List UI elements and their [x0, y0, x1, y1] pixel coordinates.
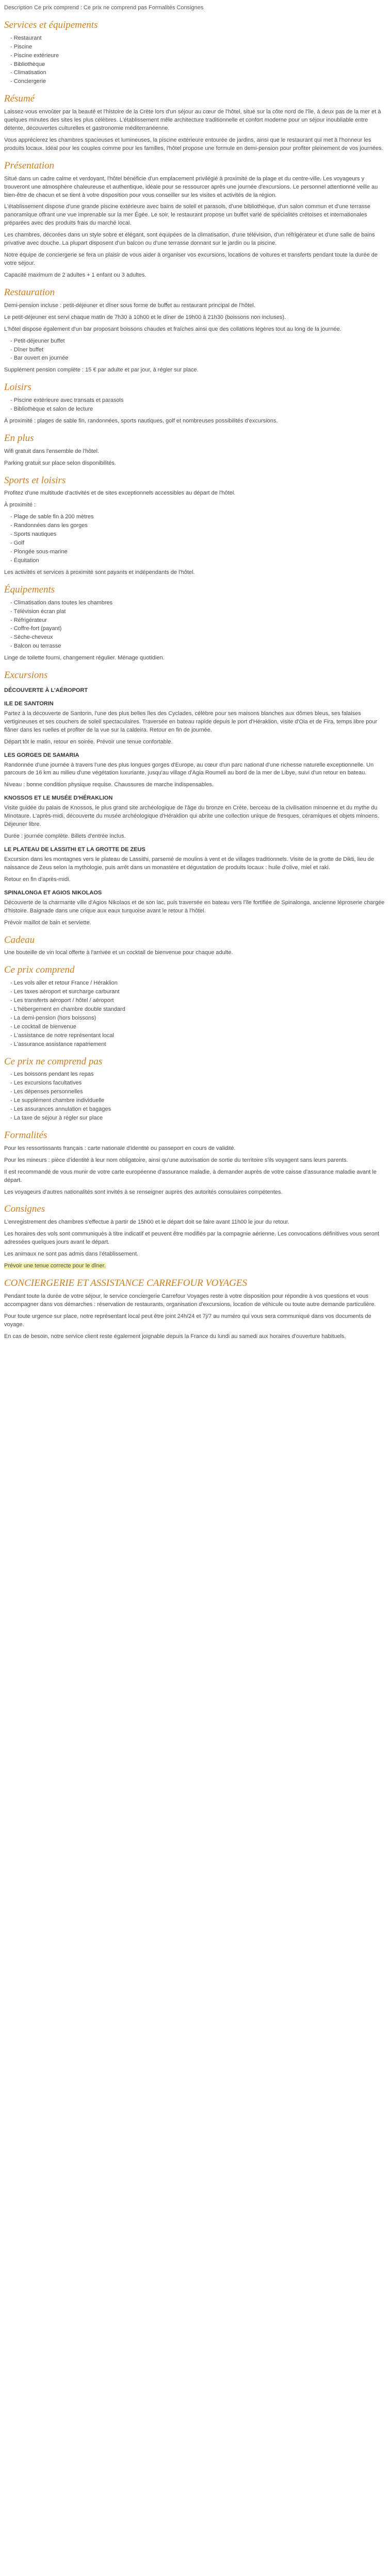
list-item: - La demi-pension (hors boissons) [10, 1014, 387, 1023]
list-item: - Réfrigérateur [10, 617, 387, 625]
list-item: - Le cocktail de bienvenue [10, 1023, 387, 1031]
paragraph: Les animaux ne sont pas admis dans l'établissement. [4, 1251, 139, 1258]
restauration-section [4, 287, 387, 375]
loisirs-title: Loisirs [4, 382, 31, 393]
price-includes-title: Ce prix comprend [4, 964, 75, 976]
excursion-detail: Départ tôt le matin, retour en soirée. Prévoir une tenue confortable. [4, 738, 173, 745]
list-item: - Randonnées dans les gorges [10, 522, 387, 530]
list-item: - Les assurances annulation et bagages [10, 1106, 387, 1114]
list-item: - Les boissons pendant les repas [10, 1071, 387, 1079]
excursion-detail: Prévoir maillot de bain et serviette. [4, 919, 91, 926]
paragraph: À proximité : plages de sable fin, randonnées, sports nautiques, golf et nombreuses possibilités d'excursions. [4, 417, 278, 424]
formalites-section [4, 1130, 387, 1196]
excursions-section [4, 670, 387, 927]
sports-list [4, 513, 387, 565]
excursion-heading: LE PLATEAU DE LASSITHI ET LA GROTTE DE ZEUS [4, 846, 145, 853]
list-item: - Climatisation dans toutes les chambres [10, 599, 387, 607]
list-item: - Piscine extérieure [10, 52, 387, 60]
list-item: - Les dépenses personnelles [10, 1088, 387, 1096]
excursions-subtitle: DÉCOUVERTE À L'AÉROPORT [4, 687, 88, 693]
presentation-title: Présentation [4, 160, 55, 171]
list-item: - Bar ouvert en journée [10, 354, 387, 363]
excursions-title: Excursions [4, 670, 48, 681]
excursion-detail: Niveau : bonne condition physique requise. Chaussures de marche indispensables. [4, 782, 214, 788]
excursion-heading: KNOSSOS ET LE MUSÉE D'HÉRAKLION [4, 795, 113, 802]
sports-section [4, 475, 387, 577]
loisirs-section [4, 382, 387, 426]
list-item: - Balcon ou terrasse [10, 642, 387, 651]
restauration-title: Restauration [4, 286, 55, 298]
loisirs-list [4, 397, 387, 414]
excursion-text: Découverte de la charmante ville d'Agios Nikolaos et de son lac, puis traversée en bateau vers l'île fortifiée de Spinalonga, ancienne léproserie chargée d'histoire. Baignade dans une crique aux eaux turquoise avant le retour à l'hôtel. [4, 899, 385, 914]
list-item: - Petit-déjeuner buffet [10, 337, 387, 346]
equipements-list [4, 599, 387, 651]
presentation-section [4, 160, 387, 280]
paragraph: Le petit-déjeuner est servi chaque matin de 7h30 à 10h00 et le dîner de 19h00 à 21h30 (boissons non incluses). [4, 314, 286, 320]
list-item: - Plongée sous-marine [10, 548, 387, 556]
excursion-item [4, 700, 387, 747]
en-plus-title: En plus [4, 432, 34, 444]
price-includes-section [4, 964, 387, 1048]
list-item: - Conciergerie [10, 78, 387, 86]
restauration-list [4, 337, 387, 363]
list-item: - Les taxes aéroport et surcharge carburant [10, 988, 387, 996]
list-item: - Dîner buffet [10, 346, 387, 354]
list-item: - Sèche-cheveux [10, 634, 387, 642]
list-item: - Les transferts aéroport / hôtel / aéroport [10, 997, 387, 1005]
paragraph: Il est recommandé de vous munir de votre carte européenne d'assurance maladie, à demander auprès de votre caisse d'assurance maladie avant le départ. [4, 1168, 377, 1183]
paragraph: Notre équipe de conciergerie se fera un plaisir de vous aider à organiser vos excursions, locations de voitures et transferts pendant toute la durée de votre séjour. [4, 252, 378, 267]
en-plus-section [4, 433, 387, 468]
paragraph: Pour les ressortissants français : carte nationale d'identité ou passeport en cours de validité. [4, 1145, 236, 1151]
list-item: - Les excursions facultatives [10, 1079, 387, 1088]
equipements-title: Équipements [4, 584, 55, 595]
resume-title: Résumé [4, 93, 35, 105]
list-item: - Golf [10, 539, 387, 548]
price-excludes-list [4, 1071, 387, 1123]
sports-title: Sports et loisirs [4, 474, 66, 486]
excursion-item [4, 794, 387, 841]
conciergerie-section [4, 1278, 387, 1341]
services-title: Services et équipements [4, 19, 98, 30]
restauration-note: Supplément pension complète : 15 € par adulte et par jour, à régler sur place. [4, 367, 199, 374]
excursion-heading: SPINALONGA ET AGIOS NIKOLAOS [4, 889, 102, 896]
list-item: - L'assistance de notre représentant local [10, 1032, 387, 1040]
excursion-item [4, 846, 387, 884]
cadeau-title: Cadeau [4, 934, 35, 945]
paragraph: Les chambres, décorées dans un style sobre et élégant, sont équipées de la climatisation, d'une télévision, d'un réfrigérateur et d'une salle de bains privative avec douche. La plupart disposent d'un balcon ou d'une terrasse donnant sur le jardin ou la piscine. [4, 232, 375, 247]
list-item: - Bibliothèque [10, 61, 387, 69]
consignes-title: Consignes [4, 1204, 45, 1215]
excursion-detail: Retour en fin d'après-midi. [4, 876, 71, 883]
sports-subheading: À proximité : [4, 502, 36, 509]
price-excludes-title: Ce prix ne comprend pas [4, 1056, 103, 1067]
formalites-title: Formalités [4, 1130, 47, 1141]
list-item: - La taxe de séjour à régler sur place [10, 1114, 387, 1123]
services-section [4, 20, 387, 86]
list-item: - Les vols aller et retour France / Héraklion [10, 979, 387, 988]
list-item: - Plage de sable fin à 200 mètres [10, 513, 387, 521]
paragraph: Pour les mineurs : pièce d'identité à leur nom obligatoire, ainsi qu'une autorisation de sortie du territoire s'ils voyagent sans leurs parents. [4, 1157, 348, 1163]
resume-section [4, 93, 387, 152]
paragraph: L'établissement dispose d'une grande piscine extérieure avec bains de soleil et parasols, d'une bibliothèque, d'un salon commun et d'une terrasse panoramique offrant une vue imprenable sur la mer Égée. Le soir, le restaurant propose un buffet varié de spécialités crétoises et internationales préparées avec des produits frais du marché local. [4, 204, 371, 227]
formalites-note: Les voyageurs d'autres nationalités sont invités à se renseigner auprès des autorités consulaires compétentes. [4, 1189, 283, 1195]
list-item: - L'assurance assistance rapatriement [10, 1041, 387, 1049]
paragraph: Pour toute urgence sur place, notre représentant local peut être joint 24h/24 et 7j/7 au numéro qui vous sera communiqué dans vos documents de voyage. [4, 1313, 371, 1328]
list-item: - Bibliothèque et salon de lecture [10, 405, 387, 414]
excursion-text: Randonnée d'une journée à travers l'une des plus longues gorges d'Europe, au cœur d'un parc national d'une richesse naturelle exceptionnelle. Un parcours de 16 km au milieu d'une végétation luxuriante, jusqu'au village d'Agia Roumeli au bord de la mer de Libye, suivi d'un retour en bateau. [4, 761, 374, 776]
excursion-text: Partez à la découverte de Santorin, l'une des plus belles îles des Cyclades, célèbre pour ses maisons blanches aux dômes bleus, ses falaises vertigineuses et ses couchers de soleil spectaculaires. Traversée en bateau rapide depuis le port d'Héraklion, visite d'Oia et de Fira, temps libre pour flâner dans les ruelles et profiter de la vue sur la caldeira. Retour en fin de journée. [4, 710, 378, 733]
sports-note: Les activités et services à proximité sont payants et indépendants de l'hôtel. [4, 569, 195, 575]
paragraph: Profitez d'une multitude d'activités et de sites exceptionnels accessibles au départ de l'hôtel. [4, 490, 236, 497]
excursion-text: Excursion dans les montagnes vers le plateau de Lassithi, parsemé de moulins à vent et de villages traditionnels. Visite de la grotte de Dikti, lieu de naissance de Zeus selon la mythologie, puis arrêt dans un monastère et dégustation de produits locaux : huile d'olive, miel et raki. [4, 856, 374, 871]
excursion-heading: ILE DE SANTORIN [4, 700, 54, 707]
list-item: - Équitation [10, 557, 387, 565]
list-item: - Sports nautiques [10, 531, 387, 539]
list-item: - Restaurant [10, 35, 387, 43]
list-item: - Coffre-fort (payant) [10, 625, 387, 633]
paragraph: Pendant toute la durée de votre séjour, le service conciergerie Carrefour Voyages reste à votre disposition pour répondre à vos questions et vous accompagner dans vos démarches : réservation de restaurants, organisation d'excursions, location de véhicule ou toute autre demande particulière. [4, 1293, 376, 1308]
paragraph: Demi-pension incluse : petit-déjeuner et dîner sous forme de buffet au restaurant principal de l'hôtel. [4, 302, 255, 309]
list-item: - Piscine extérieure avec transats et parasols [10, 397, 387, 405]
cadeau-section [4, 935, 387, 958]
price-includes-list [4, 979, 387, 1049]
conciergerie-title: CONCIERGERIE ET ASSISTANCE CARREFOUR VOYAGES [4, 1277, 247, 1289]
paragraph: En cas de besoin, notre service client reste également joignable depuis la France du lundi au samedi aux horaires d'ouverture habituels. [4, 1333, 346, 1340]
price-excludes-section [4, 1056, 387, 1123]
paragraph: Wifi gratuit dans l'ensemble de l'hôtel. [4, 448, 99, 454]
list-item: - Le supplément chambre individuelle [10, 1097, 387, 1105]
paragraph: Parking gratuit sur place selon disponibilités. [4, 460, 117, 466]
paragraph: Vous apprécierez les chambres spacieuses et lumineuses, la piscine extérieure entourée de jardins, ainsi que le restaurant qui met à l'honneur les produits locaux. Idéal pour les couples comme pour les familles, l'hôtel propose une formule en demi-pension pour profiter pleinement de vos journées. [4, 137, 383, 151]
paragraph: Situé dans un cadre calme et verdoyant, l'hôtel bénéficie d'un emplacement privilégié à proximité de la plage et du centre-ville. Les voyageurs y trouveront une atmosphère chaleureuse et authentique, idéale pour se ressourcer après une journée d'excursions. Le personnel attentionné veille au bien-être de chacun et se tient à votre disposition pour vous conseiller sur les visites et activités de la région. [4, 175, 378, 198]
list-item: - Télévision écran plat [10, 608, 387, 616]
paragraph: Laissez-vous envoûter par la beauté et l'histoire de la Crète lors d'un séjour au cœur de l'hôtel, situé sur la côte nord de l'île, à deux pas de la mer et à quelques minutes des sites les plus célèbres. L'établissement mêle architecture traditionnelle et confort moderne pour un séjour inoubliable entre détente, découvertes culturelles et gastronomie méditerranéenne. [4, 109, 381, 132]
paragraph: Une bouteille de vin local offerte à l'arrivée et un cocktail de bienvenue pour chaque adulte. [4, 950, 233, 956]
consignes-section [4, 1204, 387, 1270]
intro-line: Description Ce prix comprend : Ce prix ne comprend pas Formalités Consignes [4, 5, 204, 11]
excursion-item [4, 752, 387, 790]
paragraph: L'enregistrement des chambres s'effectue à partir de 15h00 et le départ doit se faire avant 11h00 le jour du retour. [4, 1219, 289, 1226]
list-item: - Piscine [10, 43, 387, 52]
excursion-item [4, 889, 387, 927]
excursion-detail: Durée : journée complète. Billets d'entrée inclus. [4, 833, 126, 840]
capacity-note: Capacité maximum de 2 adultes + 1 enfant ou 3 adultes. [4, 272, 146, 279]
paragraph: Linge de toilette fourni, changement régulier. Ménage quotidien. [4, 655, 165, 662]
paragraph: L'hôtel dispose également d'un bar proposant boissons chaudes et fraîches ainsi que des collations légères tout au long de la journée. [4, 326, 341, 332]
services-list [4, 35, 387, 87]
equipements-section [4, 584, 387, 663]
excursion-heading: LES GORGES DE SAMARIA [4, 752, 79, 758]
excursion-text: Visite guidée du palais de Knossos, le plus grand site archéologique de l'âge du bronze en Crète, berceau de la civilisation minoenne et du mythe du Minotaure. L'après-midi, découverte du musée archéologique d'Héraklion qui abrite une collection unique de fresques, céramiques et objets minoens. Déjeuner libre. [4, 805, 379, 828]
list-item: - L'hébergement en chambre double standard [10, 1006, 387, 1014]
list-item: - Climatisation [10, 69, 387, 77]
highlighted-note: Prévoir une tenue correcte pour le dîner. [4, 1263, 106, 1269]
paragraph: Les horaires des vols sont communiqués à titre indicatif et peuvent être modifiés par la compagnie aérienne. Les convocations définitives vous seront adressées quelques jours avant le départ. [4, 1231, 380, 1246]
